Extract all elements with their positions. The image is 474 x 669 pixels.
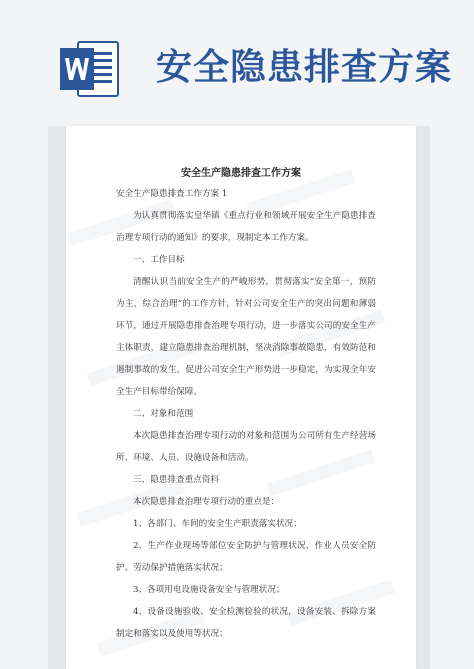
document-body bbox=[116, 183, 376, 645]
word-document-icon bbox=[58, 40, 120, 98]
paragraph-intro: 为认真贯彻落实皇华镇《重点行业和领域开展安全生产隐患排查治理专项行动的通知》的要求，现制定本工作方案。 bbox=[116, 211, 376, 243]
section-heading: 三、隐患排查重点资料 bbox=[133, 475, 219, 485]
list-item: 1、各部门、车间的安全生产职责落实状况； bbox=[133, 519, 302, 529]
paragraph-focus: 本次隐患排查治理专项行动的重点是： bbox=[133, 497, 280, 507]
paragraph-heading-ref: 安全生产隐患排查工作方案 1 bbox=[116, 189, 228, 199]
section-heading: 一、工作目标 bbox=[133, 255, 185, 265]
list-item: 2、生产作业现场等部位安全防护与管理状况，作业人员安全防护、劳动保护措施落实状况； bbox=[116, 541, 376, 573]
list-item: 4、设备设施验收、安全检测检验的状况，设备安装、拆除方案制定和落实以及使用等状况； bbox=[116, 607, 376, 639]
paragraph-goals: 清醒认识当前安全生产的严峻形势，贯彻落实“安全第一，预防为主，综合治理”的工作方针，针对公司安全生产的突出问题和薄弱环节，通过开展隐患排查治理专项行动，进一步落实公司的安全生产主体职责，建立隐患排查治理机制，坚决消除事故隐患，有效防范和遏制事故的发生，促进公司安全生产形势进一步稳定，为实现全年安全生产目标带给保障。 bbox=[116, 277, 376, 397]
banner-title: 安全隐患排查方案 bbox=[156, 47, 453, 88]
paragraph-scope: 本次隐患排查治理专项行动的对象和范围为公司所有生产经营场所、环境、人员、设施设备和活动。 bbox=[116, 431, 376, 463]
list-item: 3、各项用电设施设备安全与管理状况； bbox=[133, 585, 285, 595]
document-page bbox=[66, 126, 416, 669]
header-banner bbox=[0, 0, 474, 118]
section-heading: 二、对象和范围 bbox=[133, 409, 194, 419]
document-title: 安全生产隐患排查工作方案 bbox=[181, 168, 301, 179]
